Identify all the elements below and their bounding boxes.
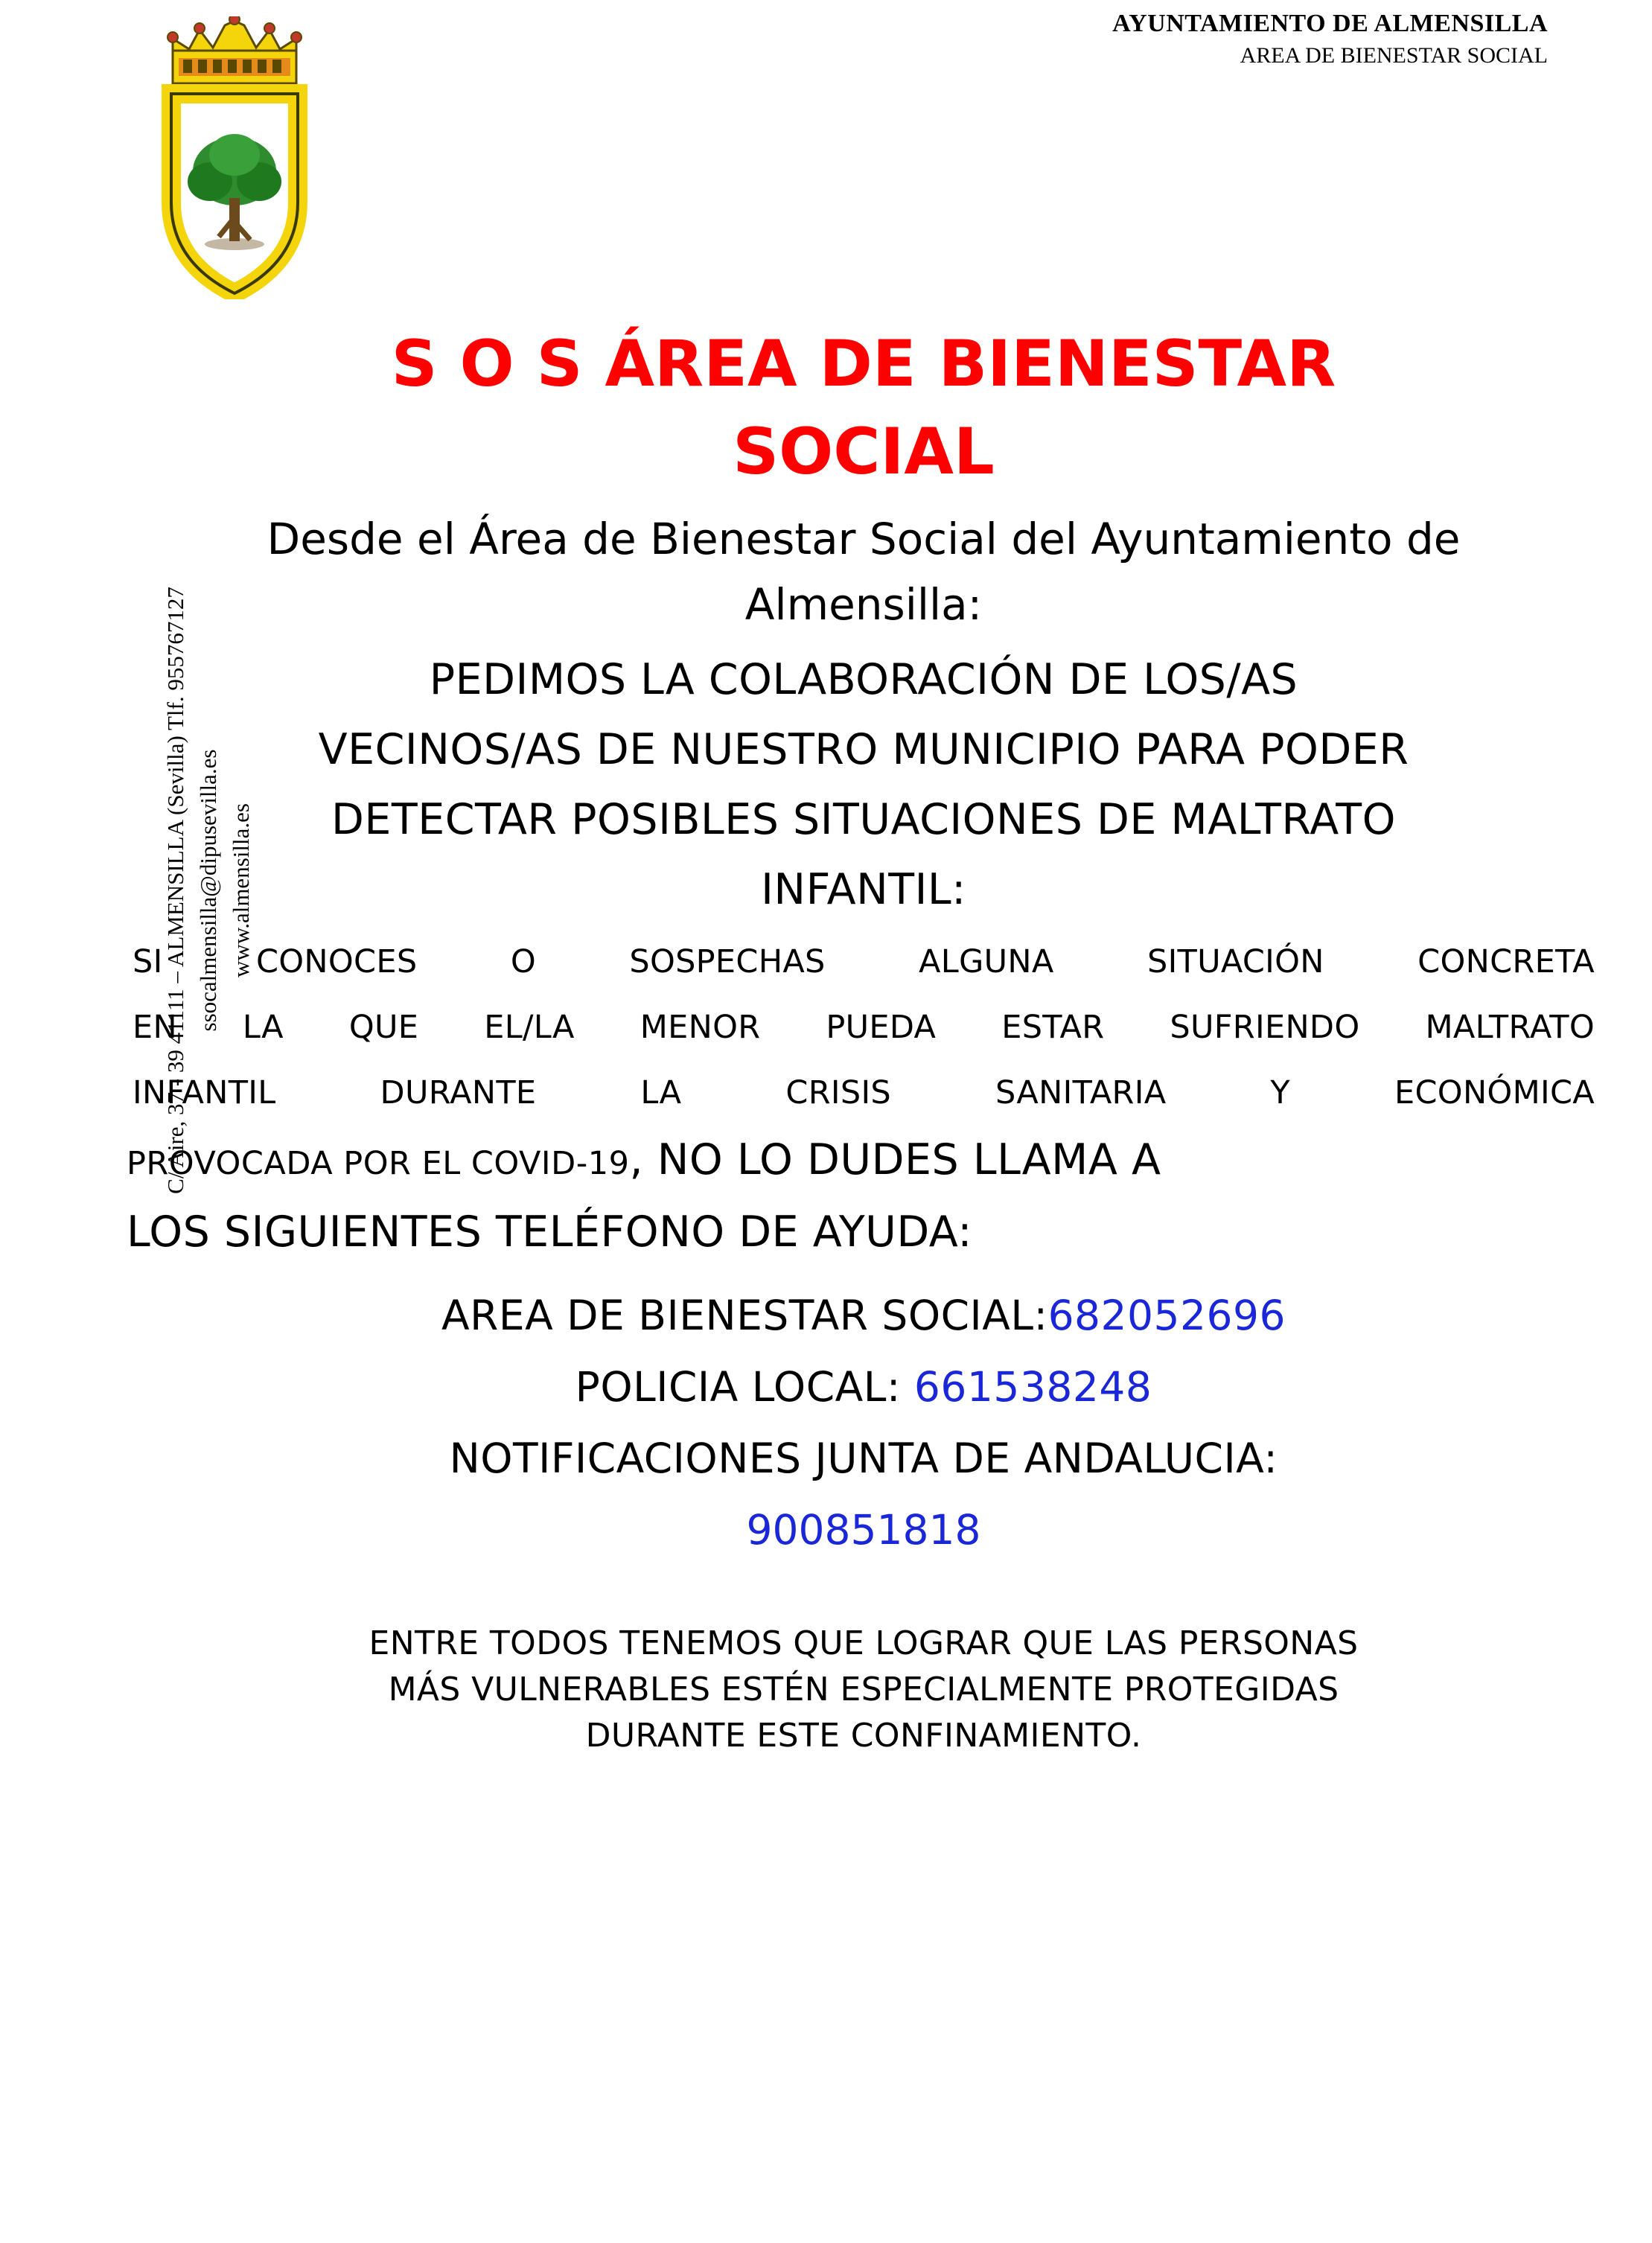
page-title-line-1: S O S ÁREA DE BIENESTAR: [391, 327, 1336, 401]
sidebar-website-line: www.almensilla.es: [228, 803, 254, 977]
header-text-block: [1112, 7, 1548, 71]
call-to-action-block: [127, 645, 1601, 925]
intro-paragraph: Desde el Área de Bienestar Social del Ayuntamiento de Almensilla:: [267, 514, 1461, 630]
body-line-4-small: PROVOCADA POR EL COVID-19: [127, 1145, 630, 1182]
call-line-3: DETECTAR POSIBLES SITUACIONES DE MALTRATO: [331, 795, 1396, 844]
body-line-2: EN LA QUE EL/LA MENOR PUEDA ESTAR SUFRIENDO MALTRATO: [133, 1009, 1595, 1046]
page-title-line-2: SOCIAL: [733, 415, 995, 489]
phone-number-standalone[interactable]: 900851818: [746, 1506, 981, 1554]
phone-list: [127, 1280, 1601, 1566]
phone-label: NOTIFICACIONES JUNTA DE ANDALUCIA:: [449, 1435, 1278, 1482]
footer-line-3: DURANTE ESTE CONFINAMIENTO.: [585, 1717, 1142, 1755]
footer-message: [127, 1621, 1601, 1759]
body-line-5: LOS SIGUIENTES TELÉFONO DE AYUDA:: [127, 1207, 972, 1257]
list-item: [127, 1351, 1601, 1423]
body-line-1: SI CONOCES O SOSPECHAS ALGUNA SITUACIÓN CONCRETA: [133, 943, 1595, 980]
phone-number[interactable]: 682052696: [1047, 1292, 1286, 1339]
call-line-1: PEDIMOS LA COLABORACIÓN DE LOS/AS: [429, 655, 1298, 704]
call-line-2: VECINOS/AS DE NUESTRO MUNICIPIO PARA PODER: [318, 725, 1409, 774]
coat-of-arms-icon: [146, 16, 323, 299]
body-line-4: [127, 1126, 1601, 1198]
body-paragraph: [127, 929, 1601, 1126]
list-item: [127, 1280, 1601, 1351]
sidebar-address-line: C/ Aire, 37 - 39 41111 – ALMENSILLA (Sevilla) Tlf. 955767127: [162, 587, 188, 1194]
phone-label: POLICIA LOCAL:: [575, 1363, 914, 1411]
body-line-3: INFANTIL DURANTE LA CRISIS SANITARIA Y ECONÓMICA: [133, 1074, 1595, 1111]
footer-line-1: ENTRE TODOS TENEMOS QUE LOGRAR QUE LAS PERSONAS: [369, 1624, 1359, 1662]
header-department-name: AREA DE BIENESTAR SOCIAL: [1240, 43, 1548, 68]
phone-number[interactable]: 661538248: [913, 1363, 1152, 1411]
call-line-4: INFANTIL:: [761, 865, 966, 914]
list-item: [127, 1423, 1601, 1494]
sidebar-email-line: ssocalmensilla@dipusevilla.es: [195, 749, 221, 1032]
page-title: [127, 320, 1601, 496]
body-line-4-big: , NO LO DUDES LLAMA A: [629, 1135, 1161, 1184]
header-organization-name: AYUNTAMIENTO DE ALMENSILLA: [1112, 10, 1548, 37]
poster-content: [127, 320, 1601, 1759]
footer-line-2: MÁS VULNERABLES ESTÉN ESPECIALMENTE PROTEGIDAS: [388, 1671, 1339, 1708]
phone-label: AREA DE BIENESTAR SOCIAL:: [441, 1292, 1048, 1339]
